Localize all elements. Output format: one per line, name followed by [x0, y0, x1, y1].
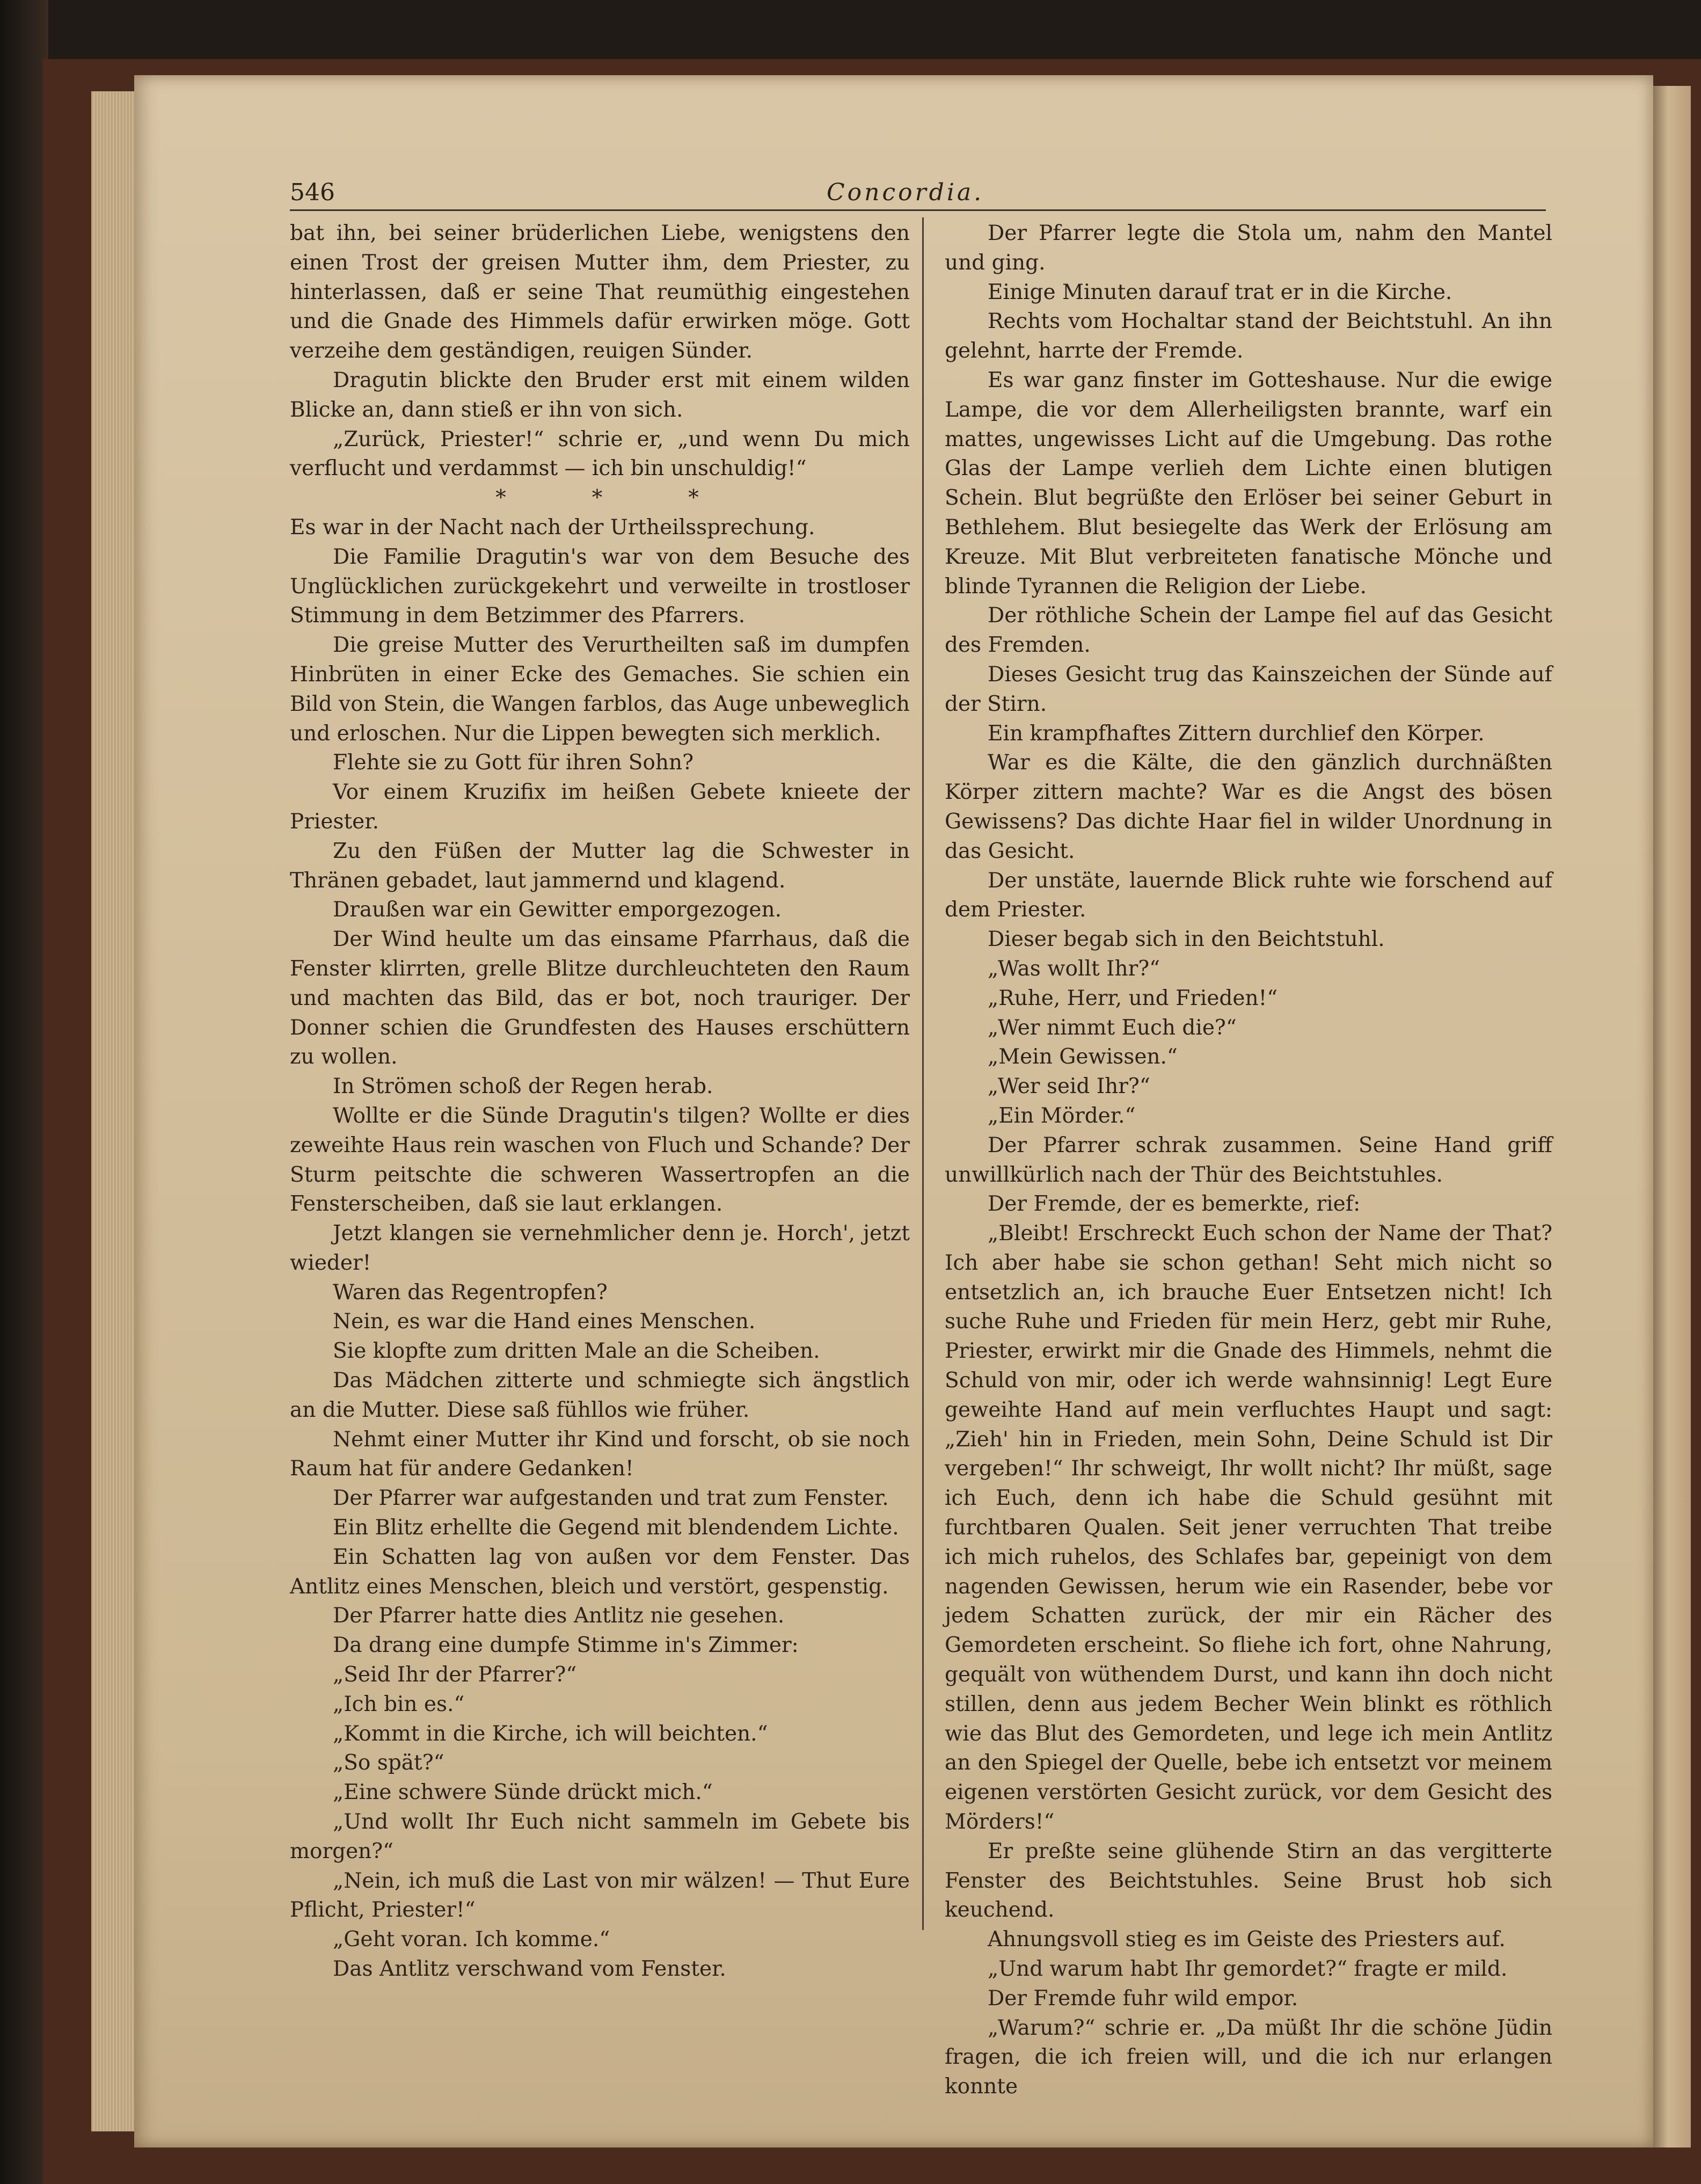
- paragraph: Sie klopfte zum dritten Male an die Scheiben.: [333, 1339, 820, 1364]
- paragraph: Der Pfarrer hatte dies Antlitz nie gesehen.: [333, 1604, 785, 1628]
- paragraph: In Strömen schoß der Regen herab.: [333, 1074, 713, 1099]
- paragraph: Das Mädchen zitterte und schmiegte sich ängstlich an die Mutter. Diese saß fühllos wie früher.: [290, 1368, 910, 1422]
- paragraph: „Seid Ihr der Pfarrer?“: [333, 1663, 577, 1687]
- paragraph: Der Pfarrer schrak zusammen. Seine Hand griff unwillkürlich nach der Thür des Beichtstuhles.: [945, 1133, 1552, 1187]
- paragraph: „Und wollt Ihr Euch nicht sammeln im Gebete bis morgen?“: [290, 1810, 910, 1863]
- paragraph: Ein Blitz erhellte die Gegend mit blendendem Lichte.: [333, 1516, 899, 1540]
- paragraph: „Kommt in die Kirche, ich will beichten.“: [333, 1721, 768, 1746]
- paragraph: Ahnungsvoll stieg es im Geiste des Priesters auf.: [988, 1927, 1506, 1952]
- header-rule: [290, 209, 1546, 211]
- facing-page-edge: [1653, 86, 1691, 2147]
- paragraph: Der Wind heulte um das einsame Pfarrhaus, daß die Fenster klirrten, grelle Blitze durchleuchteten den Raum und machten das Bild, das er bot, noch trauriger. Der Donner schien die Grundfesten des Hauses erschüttern zu wollen.: [290, 927, 910, 1069]
- paragraph: „Ruhe, Herr, und Frieden!“: [988, 986, 1278, 1010]
- paragraph: „Eine schwere Sünde drückt mich.“: [333, 1780, 713, 1805]
- page-number: 546: [290, 179, 335, 206]
- paragraph: Zu den Füßen der Mutter lag die Schwester in Thränen gebadet, laut jammernd und klagend.: [290, 839, 910, 893]
- paragraph: Einige Minuten darauf trat er in die Kirche.: [988, 280, 1452, 304]
- paragraph: Da drang eine dumpfe Stimme in's Zimmer:: [333, 1633, 799, 1658]
- paragraph: Ein krampfhaftes Zittern durchlief den Körper.: [988, 721, 1485, 746]
- paragraph: Draußen war ein Gewitter emporgezogen.: [333, 898, 782, 922]
- paragraph: Der Pfarrer war aufgestanden und trat zum Fenster.: [333, 1486, 889, 1511]
- paragraph: Der unstäte, lauernde Blick ruhte wie forschend auf dem Priester.: [945, 868, 1552, 922]
- paragraph: „Ich bin es.“: [333, 1692, 465, 1716]
- paragraph: Der Pfarrer legte die Stola um, nahm den Mantel und ging.: [945, 221, 1552, 275]
- paragraph: Nein, es war die Hand eines Menschen.: [333, 1309, 756, 1334]
- paragraph: Dragutin blickte den Bruder erst mit einem wilden Blicke an, dann stieß er ihn von sich.: [290, 368, 910, 422]
- paragraph: „Wer nimmt Euch die?“: [988, 1015, 1237, 1040]
- paragraph: „Mein Gewissen.“: [988, 1045, 1178, 1069]
- paragraph: Waren das Regentropfen?: [333, 1280, 608, 1305]
- paragraph: Rechts vom Hochaltar stand der Beichtstuhl. An ihn gelehnt, harrte der Fremde.: [945, 309, 1552, 363]
- page-stack-edge: [91, 91, 140, 2131]
- book-spine: [0, 0, 48, 2184]
- column-divider: [922, 217, 924, 1930]
- paragraph: „Ein Mörder.“: [988, 1103, 1136, 1128]
- paragraph: „Geht voran. Ich komme.“: [333, 1927, 610, 1952]
- paragraph: Jetzt klangen sie vernehmlicher denn je. Horch', jetzt wieder!: [290, 1221, 910, 1275]
- paragraph: Dieses Gesicht trug das Kainszeichen der Sünde auf der Stirn.: [945, 662, 1552, 716]
- section-break-asterisks: ***: [495, 486, 785, 511]
- paragraph: Der Fremde, der es bemerkte, rief:: [988, 1192, 1361, 1217]
- paragraph: Dieser begab sich in den Beichtstuhl.: [988, 927, 1385, 952]
- paragraph: Die greise Mutter des Verurtheilten saß im dumpfen Hinbrüten in einer Ecke des Gemaches. Sie schien ein Bild von Stein, die Wangen farblos, das Auge unbeweglich und erloschen. Nur die Lippen bewegten sich merklich.: [290, 633, 910, 746]
- paragraph: „Nein, ich muß die Last von mir wälzen! — Thut Eure Pflicht, Priester!“: [290, 1868, 910, 1923]
- running-title: Concordia.: [827, 179, 984, 206]
- paragraph: Die Familie Dragutin's war von dem Besuche des Unglücklichen zurückgekehrt und verweilte in trostloser Stimmung in dem Betzimmer des Pfarrers.: [290, 544, 910, 628]
- paragraph: Es war ganz finster im Gotteshause. Nur die ewige Lampe, die vor dem Allerheiligsten brannte, warf ein mattes, ungewisses Licht auf die Umgebung. Das rothe Glas der Lampe verlieh dem Lichte einen blutigen Schein. Blut begrüßte den Erlöser bei seiner Geburt in Bethlehem. Blut besiegelte das Werk der Erlösung am Kreuze. Mit Blut verbreiteten fanatische Mönche und blinde Tyrannen die Religion der Liebe.: [945, 368, 1552, 599]
- paragraph: „Zurück, Priester!“ schrie er, „und wenn Du mich verflucht und verdammst — ich bin unschuldig!“: [290, 427, 910, 481]
- paragraph: Vor einem Kruzifix im heißen Gebete knieete der Priester.: [290, 780, 910, 834]
- paragraph: War es die Kälte, die den gänzlich durchnäßten Körper zittern machte? War es die Angst des bösen Gewissens? Das dichte Haar fiel in wilder Unordnung in das Gesicht.: [945, 751, 1552, 863]
- paragraph: bat ihn, bei seiner brüderlichen Liebe, wenigstens den einen Trost der greisen Mutter ihm, dem Priester, zu hinterlassen, daß er seine That reumüthig eingestehen und die Gnade des Himmels dafür erwirken möge. Gott verzeihe dem geständigen, reuigen Sünder.: [290, 221, 910, 363]
- paragraph: Flehte sie zu Gott für ihren Sohn?: [333, 751, 694, 775]
- paragraph: „Warum?“ schrie er. „Da müßt Ihr die schöne Jüdin fragen, die ich freien will, und die ich nur erlangen konnte: [945, 2015, 1552, 2099]
- paragraph: Das Antlitz verschwand vom Fenster.: [333, 1957, 726, 1982]
- paragraph: „Wer seid Ihr?“: [988, 1074, 1150, 1099]
- paragraph: „Und warum habt Ihr gemordet?“ fragte er mild.: [988, 1957, 1508, 1982]
- paragraph: Wollte er die Sünde Dragutin's tilgen? Wollte er dies zeweihte Haus rein waschen von Fluch und Schande? Der Sturm peitschte die schweren Wassertropfen an die Fensterscheiben, daß sie laut erklangen.: [290, 1103, 910, 1217]
- paragraph: Nehmt einer Mutter ihr Kind und forscht, ob sie noch Raum hat für andere Gedanken!: [290, 1427, 910, 1481]
- page-header: [290, 174, 1551, 207]
- paragraph: Er preßte seine glühende Stirn an das vergitterte Fenster des Beichtstuhles. Seine Brust hob sich keuchend.: [945, 1839, 1552, 1923]
- left-column: [290, 219, 910, 1984]
- paragraph: „Bleibt! Erschreckt Euch schon der Name der That? Ich aber habe sie schon gethan! Seht mich nicht so entsetzlich an, ich brauche Euer Entsetzen nicht! Ich suche Ruhe und Frieden für mein Herz, gebt mir Ruhe, Priester, erwirkt mir die Gnade des Himmels, nehmt die Schuld von mir, oder ich werde wahnsinnig! Legt Eure geweihte Hand auf mein verfluchtes Haupt und sagt: „Zieh' hin in Frieden, mein Sohn, Deine Schuld ist Dir vergeben!“ Ihr schweigt, Ihr wollt nicht? Ihr müßt, sage ich Euch, denn ich habe die Schuld gesühnt mit furchtbaren Qualen. Seit jener verruchten That treibe ich mich ruhelos, des Schlafes bar, gepeinigt von dem nagenden Gewissen, herum wie ein Rasender, bebe vor jedem Schatten zurück, der mir ein Rächer des Gemordeten erscheint. So fliehe ich fort, ohne Nahrung, gequält von wüthendem Durst, und kann ihn doch nicht stillen, denn aus jedem Becher Wein blinkt es röthlich wie das Blut des Gemordeten, und lege ich mein Antlitz an den Spiegel der Quelle, bebe ich entsetzt vor meinem eigenen verstörten Gesicht zurück, vor dem Gesicht des Mörders!“: [945, 1221, 1552, 1834]
- paragraph: „So spät?“: [333, 1751, 444, 1775]
- paragraph: Es war in der Nacht nach der Urtheilssprechung.: [290, 515, 815, 540]
- paragraph: „Was wollt Ihr?“: [988, 956, 1160, 981]
- paragraph: Ein Schatten lag von außen vor dem Fenster. Das Antlitz eines Menschen, bleich und verstört, gespenstig.: [290, 1545, 910, 1599]
- paragraph: Der röthliche Schein der Lampe fiel auf das Gesicht des Fremden.: [945, 603, 1552, 658]
- paragraph: Der Fremde fuhr wild empor.: [988, 1986, 1298, 2011]
- right-column: [945, 219, 1552, 2102]
